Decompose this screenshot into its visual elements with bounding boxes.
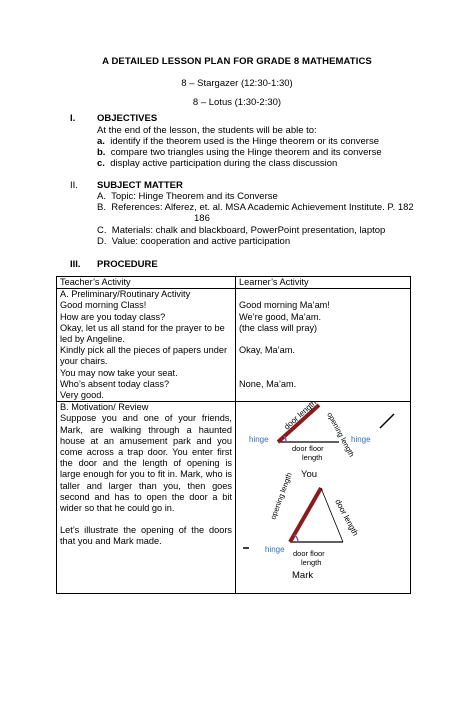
objective-marker: b.: [97, 147, 106, 158]
opening-length-label: opening length: [268, 471, 294, 521]
procedure-table: [56, 276, 411, 594]
floor-label-1: door floor: [293, 549, 325, 559]
learner-line: None, Ma’am.: [239, 378, 297, 389]
hinge-label: hinge: [249, 435, 269, 445]
subject-text: Materials: chalk and blackboard, PowerPoint presentation, laptop: [111, 225, 386, 236]
motivation-paragraph: Suppose you and one of your friends, Mark, are walking through a haunted house at an amusement park and you come across a trap door. You enter first the door and the length of opening is large enough for you to fit in. Mark, who is taller and larger than you, then goes second and has to open the door a bit wider so that he could go in.: [60, 413, 232, 514]
floor-label-2: length: [302, 453, 323, 463]
opening-length-label: opening length: [325, 410, 357, 459]
table-header-row: [57, 277, 411, 289]
teacher-line: How are you today class?: [60, 311, 166, 322]
objectives-number: I.: [70, 113, 76, 124]
motivation-teacher-cell: [57, 402, 236, 594]
objectives-heading: OBJECTIVES: [97, 113, 158, 124]
hinge-label-right: hinge: [351, 435, 371, 445]
teacher-line: Very good.: [60, 390, 104, 401]
door-diagrams: [239, 402, 407, 590]
subject-item-a: [97, 191, 278, 202]
teacher-line: led by Angeline.: [60, 334, 125, 345]
subject-item-c: [97, 225, 385, 236]
learner-line: Okay, Ma’am.: [239, 345, 295, 356]
motivation-learner-cell: [236, 402, 411, 594]
objective-c: [97, 158, 337, 169]
teacher-line: Good morning Class!: [60, 300, 147, 311]
door-line: [290, 488, 321, 542]
prelim-learner-cell: [236, 289, 411, 402]
floor-label-2: length: [301, 558, 322, 568]
subject-marker: C.: [97, 225, 107, 236]
diagram-mark: [243, 472, 360, 582]
teacher-line: your chairs.: [60, 356, 108, 367]
subject-number: II.: [70, 180, 78, 191]
procedure-number: III.: [70, 259, 81, 270]
subject-text: Topic: Hinge Theorem and its Converse: [111, 191, 278, 202]
prelim-heading: A. Preliminary/Routinary Activity: [60, 289, 191, 300]
learner-line: (the class will pray): [239, 322, 318, 333]
table-row: [57, 289, 411, 402]
mark-caption: Mark: [292, 570, 314, 582]
section-lotus: 8 – Lotus (1:30-2:30): [192, 97, 282, 108]
section-stargazer: 8 – Stargazer (12:30-1:30): [181, 78, 293, 89]
door-length-label: door length: [282, 402, 319, 432]
subject-marker: B.: [97, 202, 106, 213]
page-title: A DETAILED LESSON PLAN FOR GRADE 8 MATHEMATICS: [102, 56, 372, 67]
objective-marker: a.: [97, 136, 105, 147]
objective-text: identify if the theorem used is the Hinge theorem or its converse: [110, 136, 379, 147]
motivation-heading: B. Motivation/ Review: [60, 402, 149, 413]
table-row: [57, 402, 411, 594]
subject-heading: SUBJECT MATTER: [97, 180, 183, 191]
teacher-line: Who’s absent today class?: [60, 378, 170, 389]
objective-a: [97, 136, 379, 147]
opening-line: [321, 488, 343, 542]
subject-text: Value: cooperation and active participation: [111, 236, 291, 247]
procedure-heading: PROCEDURE: [97, 259, 158, 270]
objective-marker: c.: [97, 158, 105, 169]
subject-item-d: [97, 236, 290, 247]
objective-b: [97, 147, 382, 158]
objective-text: display active participation during the class discussion: [110, 158, 338, 169]
motivation-paragraph-2: Let’s illustrate the opening of the doors that you and Mark made.: [60, 525, 232, 547]
teacher-line: Okay, let us all stand for the prayer to be: [60, 322, 225, 333]
learner-line: We’re good, Ma’am.: [239, 311, 322, 322]
diagram-you: [249, 402, 394, 480]
teacher-line: Kindly pick all the pieces of papers under: [60, 345, 228, 356]
teacher-column-header: Teacher’s Activity: [57, 277, 236, 289]
subject-text: References: Alferez, et. al. MSA Academic Achievement Institute. P. 182: [111, 202, 414, 213]
subject-item-b-cont: 186: [194, 213, 210, 224]
you-caption: You: [301, 469, 318, 481]
subject-marker: D.: [97, 236, 107, 247]
subject-item-b: [97, 202, 414, 213]
learner-line: Good morning Ma’am!: [239, 300, 330, 311]
angle-arc: [294, 535, 298, 542]
objectives-intro: At the end of the lesson, the students will be able to:: [97, 125, 317, 136]
prelim-teacher-cell: [57, 289, 236, 402]
objective-text: compare two triangles using the Hinge theorem and its converse: [110, 147, 382, 158]
door-length-label: door length: [333, 497, 360, 538]
mini-door-line: [380, 414, 394, 428]
learner-column-header: Learner’s Activity: [236, 277, 411, 289]
floor-label-1: door floor: [292, 444, 324, 454]
subject-marker: A.: [97, 191, 106, 202]
teacher-line: You may now take your seat.: [60, 367, 178, 378]
hinge-label: hinge: [265, 545, 285, 555]
